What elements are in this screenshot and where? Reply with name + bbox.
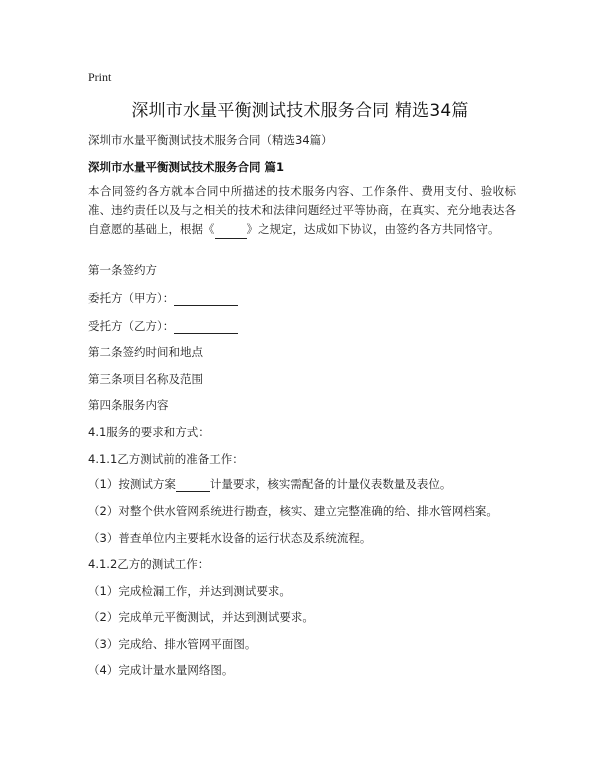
prep-item-3: （3）普查单位内主要耗水设备的运行状态及系统流程。 bbox=[88, 531, 372, 545]
contractor-party-line bbox=[88, 318, 238, 334]
law-name-blank bbox=[215, 226, 247, 239]
test-item-3: （3）完成给、排水管网平面图。 bbox=[88, 637, 257, 651]
intro-text-before: 本合同签约各方就本合同中所描述的技术服务内容、工作条件、费用支付、验收标准、违约责任以及与之相关的技术和法律问题经过平等协商，在真实、充分地表达各自意愿的基础上，根据《 bbox=[88, 184, 516, 236]
test-item-2: （2）完成单元平衡测试，并达到测试要求。 bbox=[88, 610, 314, 624]
clause-4-1: 4.1服务的要求和方式： bbox=[88, 425, 210, 439]
prep-item-2: （2）对整个供水管网系统进行勘查，核实、建立完整准确的给、排水管网档案。 bbox=[88, 504, 498, 518]
clause-4-1-2: 4.1.2乙方的测试工作： bbox=[88, 557, 210, 571]
section-heading: 深圳市水量平衡测试技术服务合同 篇1 bbox=[88, 160, 285, 174]
test-item-4: （4）完成计量水量网络图。 bbox=[88, 663, 234, 677]
intro-text-after: 》之规定，达成如下协议，由签约各方共同恪守。 bbox=[246, 222, 500, 236]
prep-item-1-text-a: （1）按测试方案 bbox=[88, 477, 176, 491]
contractor-party-blank bbox=[174, 321, 238, 334]
article-2-heading: 第二条签约时间和地点 bbox=[88, 345, 203, 359]
contractor-party-label: 受托方（乙方）： bbox=[88, 319, 175, 333]
article-1-heading: 第一条签约方 bbox=[88, 263, 157, 277]
prep-item-1-text-b: 计量要求，核实需配备的计量仪表数量及表位。 bbox=[209, 477, 452, 491]
article-4-heading: 第四条服务内容 bbox=[88, 398, 169, 412]
clause-4-1-1: 4.1.1乙方测试前的准备工作： bbox=[88, 452, 244, 466]
document-subtitle: 深圳市水量平衡测试技术服务合同（精选34篇） bbox=[88, 133, 333, 147]
client-party-line bbox=[88, 290, 238, 306]
page-title: 深圳市水量平衡测试技术服务合同 精选34篇 bbox=[131, 101, 469, 121]
client-party-blank bbox=[174, 293, 238, 306]
client-party-label: 委托方（甲方）： bbox=[88, 291, 175, 305]
test-item-1: （1）完成检漏工作，并达到测试要求。 bbox=[88, 584, 291, 598]
intro-paragraph bbox=[88, 182, 516, 239]
article-3-heading: 第三条项目名称及范围 bbox=[88, 372, 203, 386]
test-plan-blank bbox=[176, 479, 210, 492]
print-link[interactable]: Print bbox=[88, 70, 112, 84]
prep-item-1 bbox=[88, 476, 451, 492]
